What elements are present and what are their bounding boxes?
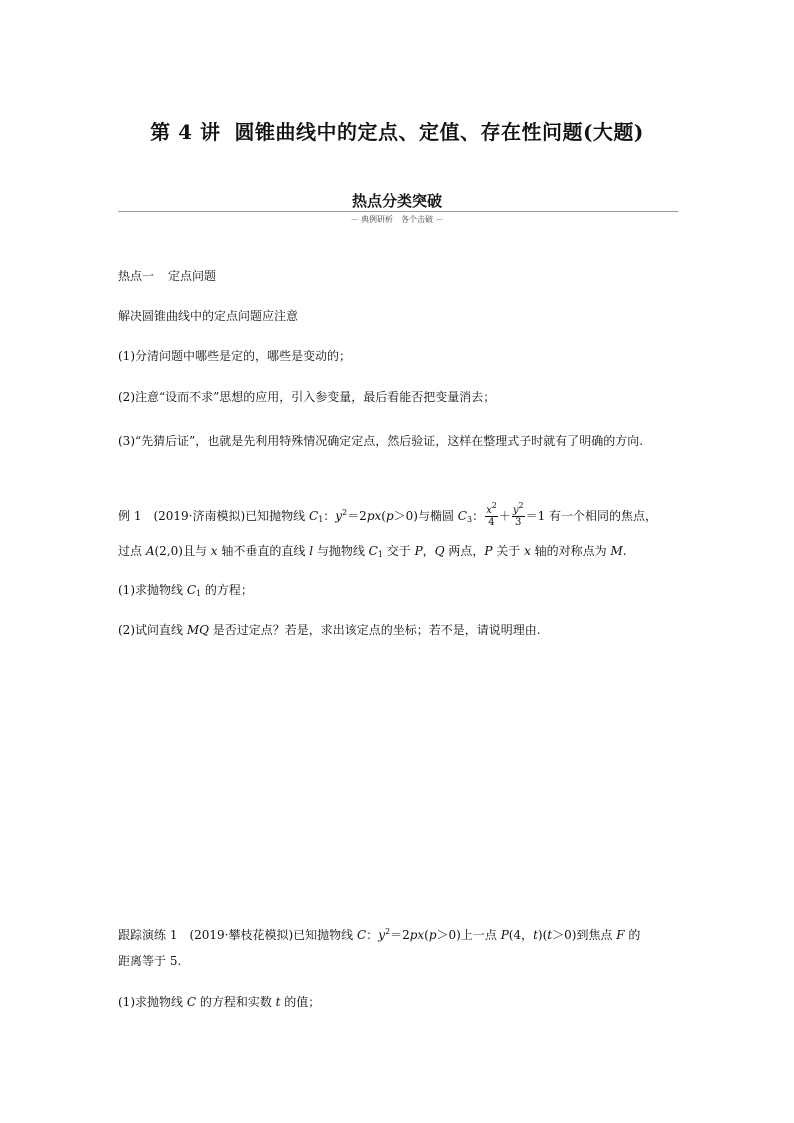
text: 轴不垂直的直线 xyxy=(217,544,310,558)
text: 已知抛物线 xyxy=(293,928,357,942)
section-divider xyxy=(118,211,678,212)
hotspot-label: 热点一 xyxy=(118,269,155,283)
math-var: C xyxy=(186,995,197,1009)
text: ＝1 有一个相同的焦点， xyxy=(525,509,658,523)
text: 轴的对称点为 xyxy=(530,544,611,558)
text: 的值； xyxy=(280,995,321,1009)
math-sup: 2 xyxy=(384,927,391,936)
text: ＞0)与椭圆 xyxy=(393,509,458,523)
math-var: px xyxy=(366,509,382,523)
hotspot-name: 定点问题 xyxy=(168,269,217,283)
math-var: t xyxy=(275,995,281,1009)
math-var: x xyxy=(486,505,492,516)
math-var: C xyxy=(357,928,367,942)
hotspot-point-2: (2)注意“设而不求”思想的应用，引入参变量，最后看能否把变量消去； xyxy=(118,390,496,404)
text: (2)试问直线 xyxy=(118,623,187,637)
hotspot-heading xyxy=(118,266,678,286)
practice-1-question-1 xyxy=(118,992,678,1012)
text: 已知抛物线 xyxy=(245,509,309,523)
math-var: C xyxy=(457,509,467,523)
math-var: C xyxy=(309,509,319,523)
fraction-denominator: 3 xyxy=(515,517,522,528)
math-var: px xyxy=(409,928,425,942)
text: . xyxy=(622,544,627,558)
text: 的方程和实数 xyxy=(196,995,276,1009)
hotspot-point-1: (1)分清问题中哪些是定的，哪些是变动的； xyxy=(118,349,351,363)
text: ( xyxy=(424,928,429,942)
text: 的 xyxy=(624,928,641,942)
math-var: P xyxy=(414,544,423,558)
math-var: t xyxy=(547,928,553,942)
page-title xyxy=(0,116,794,145)
text: (1)求抛物线 xyxy=(118,583,187,597)
math-sup: 2 xyxy=(342,508,348,517)
math-var: P xyxy=(484,544,493,558)
math-var: l xyxy=(309,544,314,558)
text: ＞0)到焦点 xyxy=(552,928,617,942)
text: ＋ xyxy=(498,509,511,523)
text: 与抛物线 xyxy=(313,544,369,558)
math-var: MQ xyxy=(186,623,209,637)
hotspot-intro: 解决圆锥曲线中的定点问题应注意 xyxy=(118,309,299,323)
math-var: p xyxy=(428,928,437,942)
math-var: C xyxy=(186,583,197,597)
math-var: M xyxy=(610,544,623,558)
math-var: p xyxy=(385,509,394,523)
text: ， xyxy=(422,544,435,558)
section-header: 热点分类突破 xyxy=(351,192,442,210)
fraction-x2-over-4 xyxy=(485,501,498,528)
text: ： xyxy=(472,509,485,523)
practice-label: 跟踪演练 1 xyxy=(118,928,178,942)
text: ＝2 xyxy=(390,928,410,942)
example-source: (2019·济南模拟) xyxy=(153,509,246,523)
text: 的方程； xyxy=(201,583,253,597)
math-var: P xyxy=(500,928,509,942)
example-1-question-2 xyxy=(118,620,678,640)
text: (4， xyxy=(508,928,534,942)
text: ＝2 xyxy=(347,509,367,523)
math-var: x xyxy=(524,544,531,558)
lecture-topic: 圆锥曲线中的定点、定值、存在性问题(大题) xyxy=(234,120,644,144)
text: ： xyxy=(323,509,336,523)
text: (1)求抛物线 xyxy=(118,995,187,1009)
math-var: y xyxy=(378,928,385,942)
text: ( xyxy=(381,509,386,523)
math-var: Q xyxy=(434,544,445,558)
practice-1-line-2: 距离等于 5. xyxy=(118,954,182,968)
math-sub: 1 xyxy=(318,515,324,524)
math-sub: 1 xyxy=(377,550,383,559)
math-sub: 1 xyxy=(196,589,202,598)
example-1-question-1 xyxy=(118,580,678,600)
example-label: 例 1 xyxy=(118,509,142,523)
math-var: A xyxy=(145,544,155,558)
example-1-line-2 xyxy=(118,541,678,561)
example-1-line-1 xyxy=(118,498,678,534)
math-var: t xyxy=(533,928,538,942)
math-var: x xyxy=(210,544,218,558)
text: ＞0)上一点 xyxy=(436,928,501,942)
math-var: C xyxy=(368,544,378,558)
practice-source: (2019·攀枝花模拟) xyxy=(189,928,294,942)
text: 两点， xyxy=(444,544,485,558)
practice-1-line-1 xyxy=(118,925,678,945)
math-var: F xyxy=(616,928,625,942)
hotspot-point-3: (3)“先猜后证”，也就是先利用特殊情况确定定点，然后验证，这样在整理式子时就有了明确的方向. xyxy=(118,434,644,448)
text: )( xyxy=(537,928,548,942)
fraction-y2-over-3 xyxy=(512,501,525,528)
text: 是否过定点？若是，求出该定点的坐标；若不是，请说明理由. xyxy=(208,623,541,637)
lecture-number: 第 4 讲 xyxy=(150,120,221,144)
section-subtitle: － 典例研析 各个击破 － xyxy=(350,215,444,224)
text: 交于 xyxy=(382,544,415,558)
math-sup: 2 xyxy=(518,501,524,510)
math-var: y xyxy=(512,505,519,516)
text: (2,0)且与 xyxy=(154,544,211,558)
math-var: y xyxy=(335,509,343,523)
text: 过点 xyxy=(118,544,146,558)
text: ： xyxy=(366,928,379,942)
math-sub: 3 xyxy=(466,515,473,524)
fraction-denominator: 4 xyxy=(488,517,495,528)
math-sup: 2 xyxy=(491,501,497,510)
text: 关于 xyxy=(492,544,525,558)
